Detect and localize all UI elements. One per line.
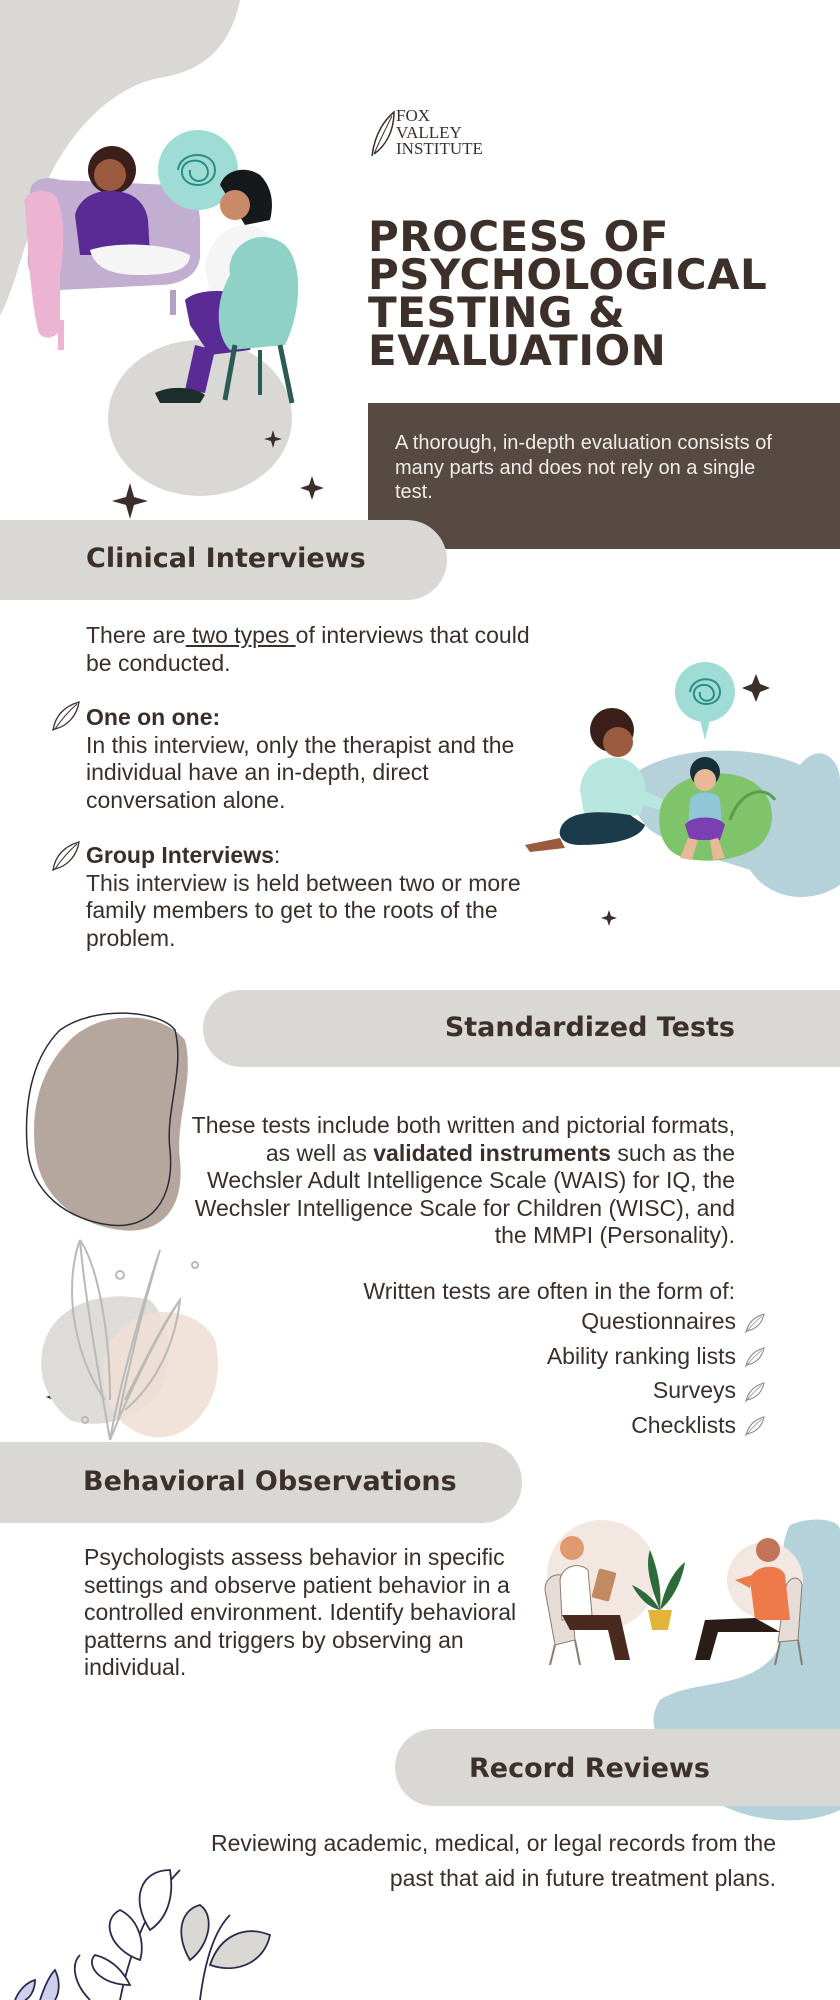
- written-tests-list: [300, 1304, 766, 1442]
- title-line-4: EVALUATION: [368, 326, 667, 375]
- clinical-item2-title: Group Interviews: [86, 842, 274, 868]
- brown-blob: [34, 1018, 188, 1231]
- clinical-item2-colon: :: [273, 842, 281, 868]
- standardized-paragraph: [178, 1112, 735, 1250]
- leaf-bullet-icon: [50, 700, 82, 732]
- list-item-label: Questionnaires: [581, 1308, 736, 1334]
- sparkle-icon: [300, 476, 324, 500]
- list-item: [300, 1408, 766, 1443]
- clinical-heading: Clinical Interviews: [86, 543, 366, 574]
- logo-line-1: FOX: [396, 106, 431, 125]
- records-heading: Record Reviews: [469, 1753, 710, 1784]
- standardized-p1-after: such as the Wechsler Adult Intelligence Scale (WAIS) for IQ, the Wechsler Intelligence Scale for Children (WISC), and the MMPI (Personality).: [194, 1139, 735, 1248]
- conversation-illustration: [540, 1520, 810, 1670]
- clinical-item1-text: In this interview, only the therapist and the individual have an in-depth, direct conversation alone.: [86, 731, 515, 813]
- logo-line-2: VALLEY: [396, 122, 462, 142]
- list-item-label: Checklists: [631, 1411, 736, 1438]
- sparkle-icon: [601, 910, 617, 926]
- title-line-3: TESTING &: [368, 288, 626, 337]
- leaf-icon: [744, 1346, 766, 1368]
- clinical-intro-before: There are: [86, 622, 186, 648]
- standardized-list-intro: Written tests are often in the form of:: [363, 1278, 735, 1304]
- clinical-intro: [86, 622, 546, 677]
- logo: [368, 108, 508, 160]
- clinical-item-one: [86, 704, 546, 814]
- leaf-logo-icon: [368, 110, 398, 158]
- clinical-intro-link: two types: [185, 622, 296, 648]
- list-item-label: Ability ranking lists: [546, 1342, 736, 1369]
- logo-line-3: INSTITUTE: [396, 139, 483, 158]
- leaf-bullet-icon: [50, 840, 82, 872]
- page-title: [368, 212, 768, 375]
- therapy-session-illustration: [20, 125, 340, 425]
- leaf-icon: [744, 1381, 766, 1403]
- clinical-item2-text: This interview is held between two or more family members to get to the roots of the problem.: [86, 869, 521, 951]
- behavioral-text: Psychologists assess behavior in specific settings and observe patient behavior in a controlled environment. Identify behavioral patterns and triggers by observing an individual.: [84, 1544, 517, 1680]
- list-item-label: Surveys: [652, 1377, 736, 1403]
- leaf-icon: [744, 1415, 766, 1437]
- behavioral-heading: Behavioral Observations: [83, 1466, 457, 1497]
- clinical-item-two: [86, 842, 546, 952]
- leaf-icon: [744, 1312, 766, 1334]
- list-item: [300, 1373, 766, 1408]
- intro-box: [368, 403, 840, 549]
- records-text: Reviewing academic, medical, or legal records from the past that aid in future treatment plans.: [210, 1830, 776, 1891]
- clinical-intro-after: of interviews that could be conducted.: [86, 622, 530, 676]
- sparkle-icon: [112, 483, 148, 519]
- standardized-p1-bold: validated instruments: [373, 1139, 611, 1166]
- intro-text: A thorough, in-depth evaluation consists of many parts and does not rely on a single test.: [395, 432, 772, 503]
- title-line-1: PROCESS OF: [368, 212, 669, 261]
- child-session-illustration: [520, 660, 790, 880]
- list-item: [300, 1339, 766, 1374]
- clinical-item1-title: One on one:: [86, 704, 221, 730]
- list-item: [300, 1304, 766, 1339]
- title-line-2: PSYCHOLOGICAL: [368, 250, 768, 299]
- standardized-heading: Standardized Tests: [444, 1012, 735, 1043]
- standardized-p1-before: These tests include both written and pictorial formats, as well as: [191, 1112, 735, 1166]
